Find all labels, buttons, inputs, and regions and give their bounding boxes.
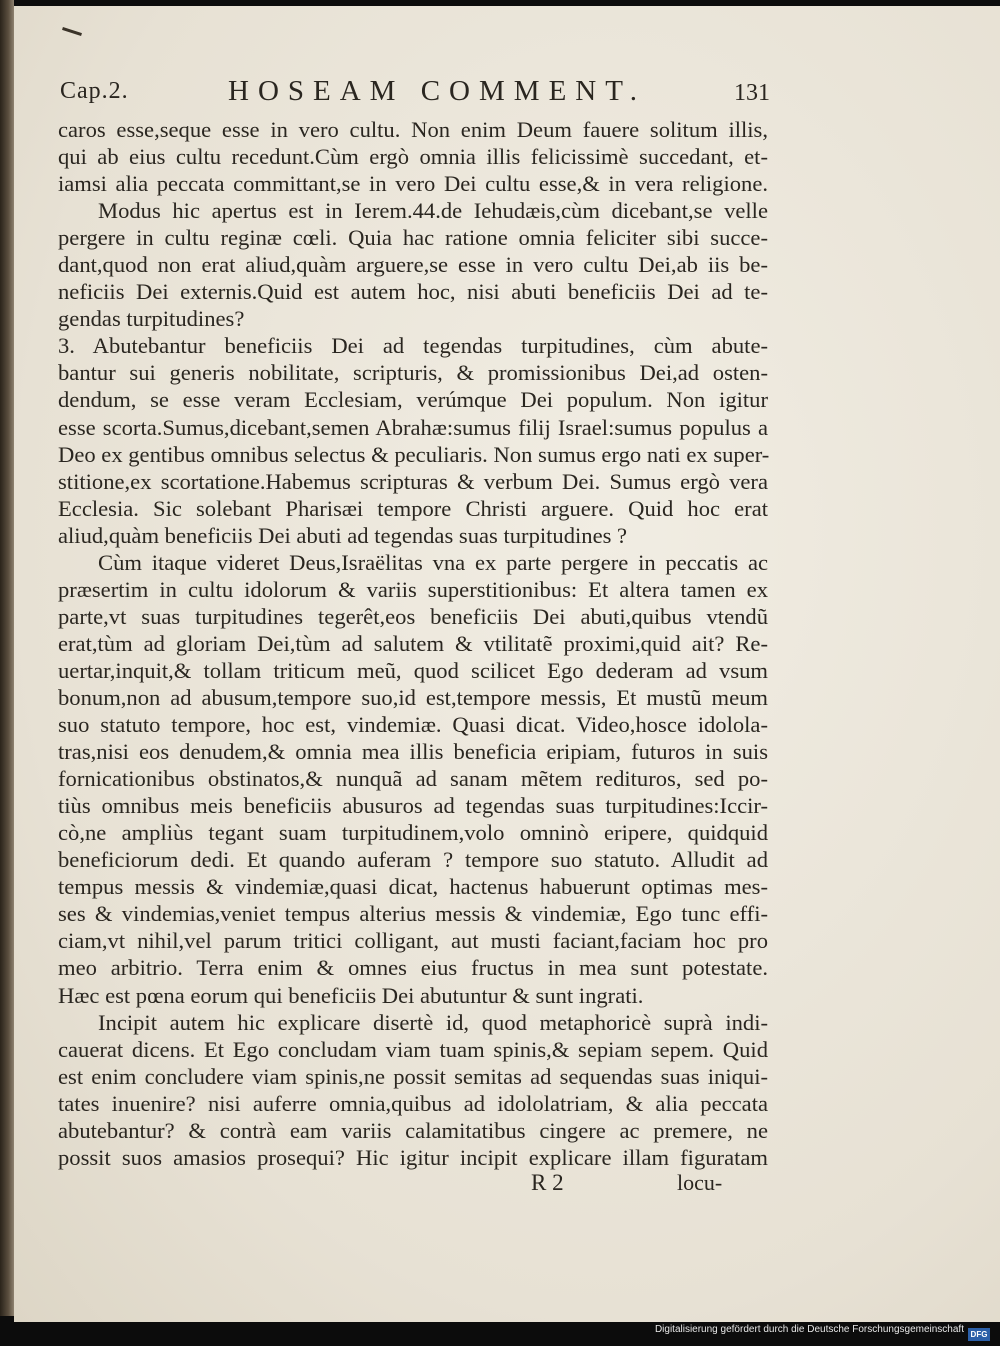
- text-line: dant,quod non erat aliud,quàm arguere,se esse in vero cultu Dei,ab iis be-: [58, 252, 768, 278]
- text-line: aliud,quàm beneficiis Dei abuti ad tegendas suas turpitudines ?: [58, 522, 628, 548]
- signature-mark: R 2: [531, 1170, 564, 1195]
- text-line: caros esse,seque esse in vero cultu. Non enim Deum fauere solitum illis,: [58, 117, 768, 142]
- text-line: bonum,non ad abusum,tempore suo,id est,tempore messis, Et mustũ meum: [58, 684, 768, 710]
- text-line: stitione,ex scortatione.Habemus scripturas & verbum Dei. Sumus ergò vera: [58, 468, 768, 494]
- text-line: beneficiorum dedi. Et quando auferam ? tempore suo statuto. Alludit ad: [58, 847, 768, 873]
- text-line: Ecclesia. Sic solebant Pharisæi tempore Christi arguere. Quid hoc erat: [58, 495, 768, 521]
- running-header: [60, 75, 770, 118]
- catchword: locu-: [677, 1170, 723, 1195]
- text-line: cò,ne ampliùs tegant suam turpitudinem,volo omninò eripere, quidquid: [58, 820, 768, 846]
- text-line: parte,vt suas turpitudines tegerêt,eos beneficiis Dei abuti,quibus vtendũ: [58, 603, 768, 629]
- text-line: Modus hic apertus est in Ierem.44.de Iehudæis,cùm dicebant,se velle: [98, 198, 768, 224]
- text-line: Hæc est pœna eorum qui beneficiis Dei abutuntur & sunt ingrati.: [58, 982, 644, 1008]
- text-line: possit suos amasios prosequi? Hic igitur incipit explicare illam figuratam: [58, 1144, 768, 1170]
- text-line: fornicationibus obstinatos,& nunquã ad sanam mẽtem redituros, sed po-: [58, 766, 768, 792]
- text-line: iamsi alia peccata committant,se in vero Dei cultu esse,& in vera religione.: [58, 171, 768, 197]
- text-line: ses & vindemias,veniet tempus alterius messis & vindemiæ, Ego tunc effi-: [58, 901, 768, 927]
- text-line: est enim concludere viam spinis,ne possit semitas ad sequendas suas iniqui-: [58, 1063, 768, 1089]
- text-line: Incipit autem hic explicare disertè id, quod metaphoricè suprà indi-: [98, 1009, 768, 1035]
- body-text: [58, 116, 768, 1171]
- text-line: dendum, se esse veram Ecclesiam, verúmque Dei populum. Non igitur: [58, 387, 768, 413]
- text-line: tiùs omnibus meis beneficiis abusuros ad tegendas suas turpitudines:Iccir-: [58, 793, 768, 819]
- text-line: erat,tùm ad gloriam Dei,tùm ad salutem & vtilitatẽ proximi,quid ait? Re-: [58, 630, 768, 656]
- text-line: tras,nisi eos denudem,& omnia mea illis beneficia eripiam, futuros in suis: [58, 739, 768, 765]
- digitization-credit: Digitalisierung gefördert durch die Deutsche Forschungsgemeinschaft: [654, 1324, 964, 1335]
- text-line: Deo ex gentibus omnibus selectus & peculiaris. Non sumus ergo nati ex super-: [58, 441, 770, 467]
- text-line: esse scorta.Sumus,dicebant,semen Abrahæ:sumus filij Israel:sumus populus a: [58, 414, 768, 440]
- chapter-label: Cap.2.: [60, 78, 129, 104]
- text-line: uertar,inquit,& tollam triticum meũ, quod scilicet Ego dederam ad vsum: [58, 657, 768, 683]
- text-line: 3. Abutebantur beneficiis Dei ad tegendas turpitudines, cùm abute-: [58, 333, 768, 359]
- running-title: HOSEAM COMMENT.: [228, 75, 647, 107]
- text-line: tempus messis & vindemiæ,quasi dicat, hactenus habuerunt optimas mes-: [58, 874, 768, 900]
- text-line: bantur sui generis nobilitate, scripturis, & promissionibus Dei,ad osten-: [58, 360, 768, 386]
- text-line: suo statuto tempore, hoc est, vindemiæ. Quasi dicat. Video,hosce idolola-: [58, 712, 768, 738]
- text-line: cauerat dicens. Et Ego concludam viam tuam spinis,& sepiam sepem. Quid: [58, 1036, 768, 1062]
- text-line: qui ab eius cultu recedunt.Cùm ergò omnia illis felicissimè succedant, et-: [58, 144, 768, 170]
- text-line: neficiis Dei externis.Quid est autem hoc, nisi abuti beneficiis Dei ad te-: [58, 279, 768, 305]
- text-line: ciam,vt nihil,vel parum tritici colligant, aut musti faciant,faciam hoc pro: [58, 928, 768, 954]
- text-line: præsertim in cultu idolorum & variis superstitionibus: Et altera tamen ex: [58, 576, 768, 602]
- text-line: abutebantur? & contrà eam variis calamitatibus cingere ac premere, ne: [58, 1117, 768, 1143]
- text-line: Cùm itaque videret Deus,Israëlitas vna ex parte pergere in peccatis ac: [98, 549, 768, 575]
- text-line: pergere in cultu reginæ cœli. Quia hac ratione omnia feliciter sibi succe-: [58, 225, 768, 251]
- page-number: 131: [734, 80, 770, 106]
- text-line: meo arbitrio. Terra enim & omnes eius fructus in mea sunt potestate.: [58, 955, 768, 981]
- dfg-logo-icon: DFG: [968, 1328, 990, 1341]
- page-edge: [0, 0, 14, 1316]
- text-line: tates inuenire? nisi auferre omnia,quibus ad idololatriam, & alia peccata: [58, 1090, 768, 1116]
- text-line: gendas turpitudines?: [58, 306, 245, 332]
